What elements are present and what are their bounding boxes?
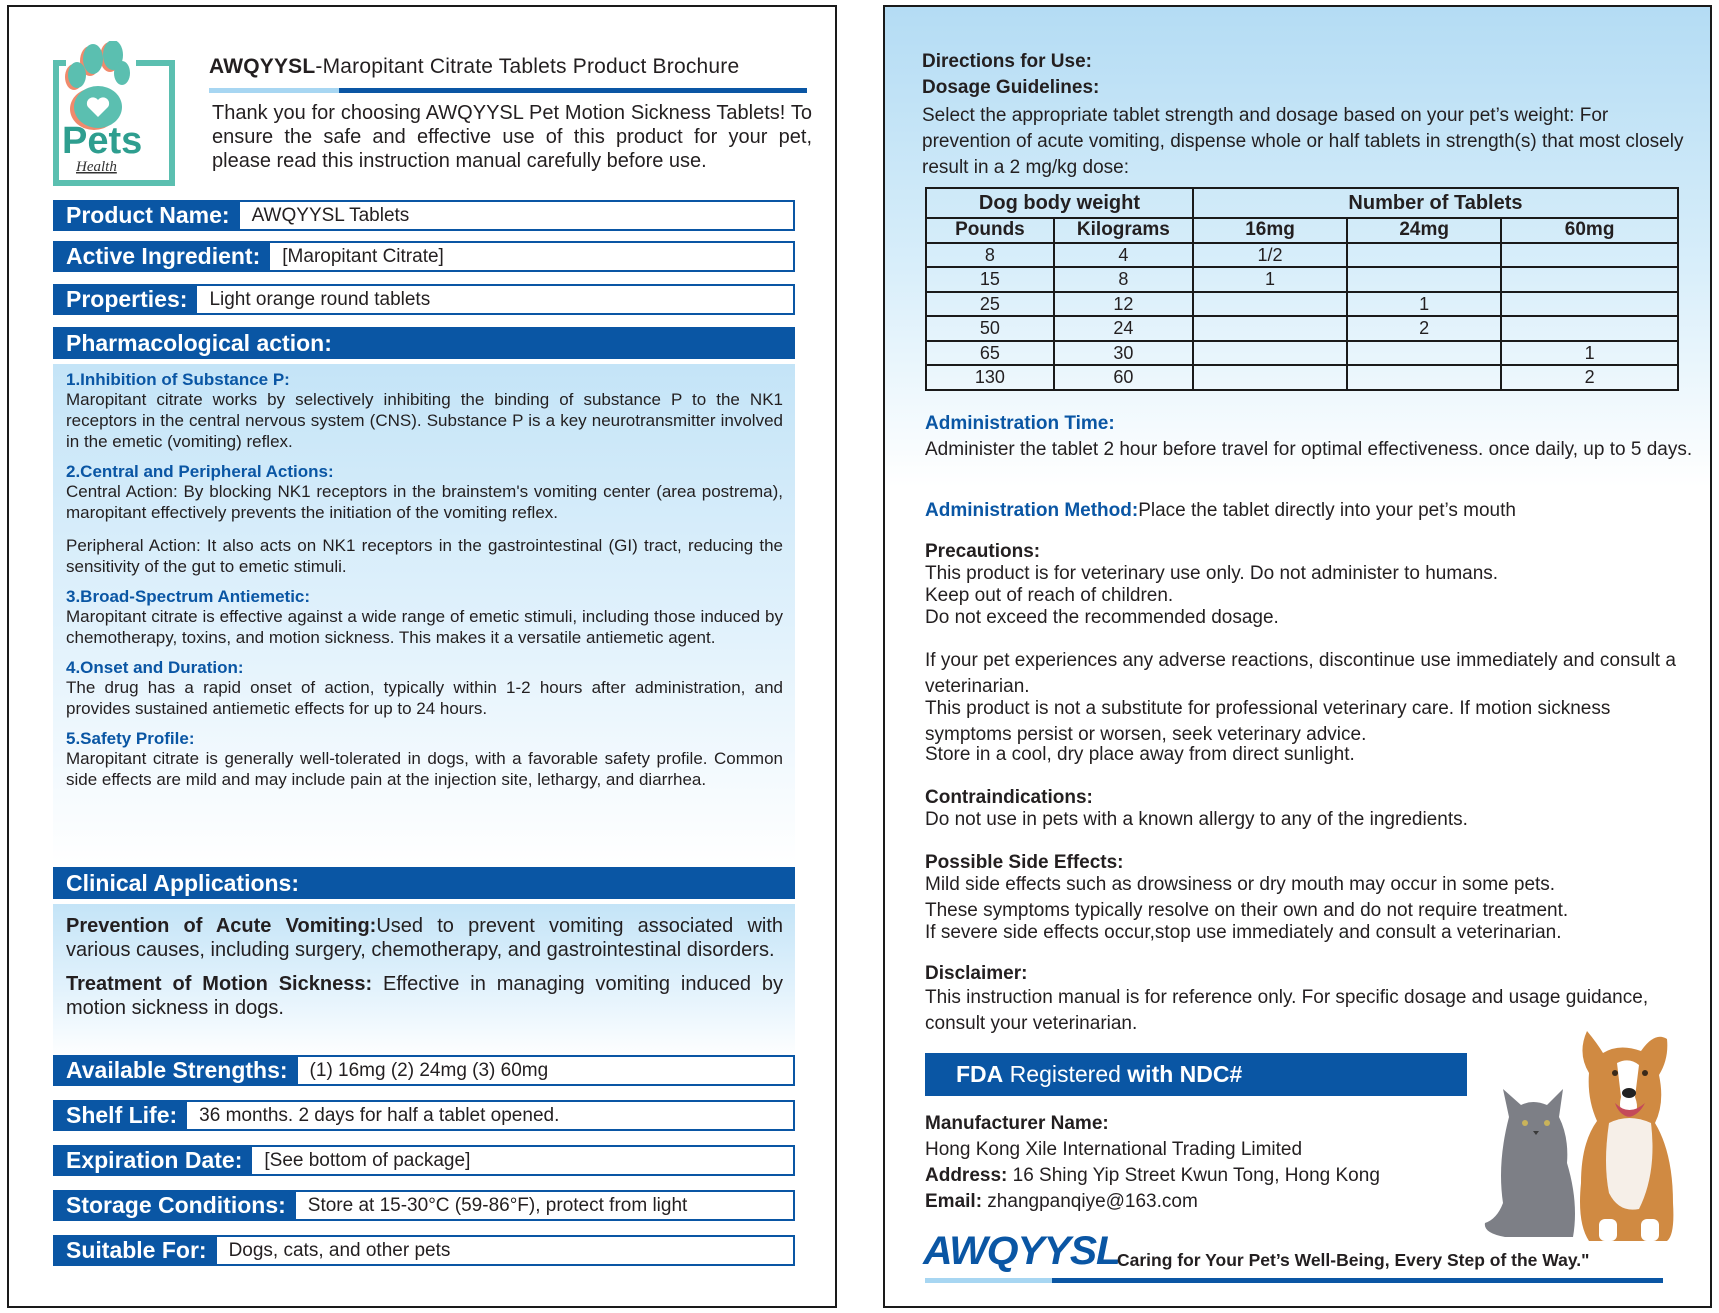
email-label: Email:: [925, 1191, 983, 1212]
pharm-item-text: The drug has a rapid onset of action, typically within 1-2 hours after administration, and provides sustained antiemetic effects for up to 24 hours.: [66, 678, 783, 718]
awqyysl-brand-logo: AWQYYSL: [923, 1229, 1120, 1273]
group-header-body-weight: Dog body weight: [926, 188, 1193, 218]
directions-headings: [922, 49, 1099, 101]
manufacturer-info: [925, 1111, 1380, 1215]
administration-time-text: Administer the tablet 2 hour before travel for optimal effectiveness. once daily, up to 5 days.: [925, 439, 1693, 460]
table-row: 8 4 1/2: [926, 243, 1678, 268]
field-properties: Properties: Light orange round tablets: [53, 284, 795, 315]
brand-slogan: Caring for Your Pet’s Well-Being, Every Step of the Way.": [1117, 1250, 1590, 1270]
footer-divider: [925, 1278, 1663, 1283]
possible-side-effects: Possible Side Effects: Mild side effects such as drowsiness or dry mouth may occur in some pets. These symptoms typically resolve on their own and do not require treatment. If severe side effects occur,stop use immediately and consult a veterinarian.: [925, 852, 1695, 944]
clinical-applications-heading: Clinical Applications:: [53, 867, 795, 899]
column-header: 60mg: [1501, 218, 1678, 243]
svg-text:Pets: Pets: [62, 120, 143, 162]
table-row: 50 24 2: [926, 316, 1678, 341]
field-product-name: Product Name: AWQYYSL Tablets: [53, 200, 795, 231]
fda-registered-banner: FDA Registered with NDC#: [925, 1053, 1467, 1096]
group-header-number-of-tablets: Number of Tablets: [1193, 188, 1678, 218]
manufacturer-name-label: Manufacturer Name:: [925, 1113, 1109, 1134]
brochure-left-page: [7, 5, 837, 1308]
pharm-item-text: Maropitant citrate is effective against a wide range of emetic stimuli, including those induced by chemotherapy, toxins, and motion sickness. This makes it a versatile antiemetic agent.: [66, 607, 783, 647]
pharm-item-text: Maropitant citrate works by selectively inhibiting the binding of substance P to the NK1 receptors in the central nervous system (CNS). Substance P is a key neurotransmitter involved in the emetic (vomiting) reflex.: [66, 390, 783, 451]
disclaimer: Disclaimer: This instruction manual is for reference only. For specific dosage and usage guidance, consult your veterinarian.: [925, 963, 1649, 1034]
table-row: 130 60 2: [926, 365, 1678, 390]
address-label: Address:: [925, 1165, 1008, 1186]
contraindications: Contraindications: Do not use in pets with a known allergy to any of the ingredients.: [925, 787, 1695, 831]
pharm-item-title: 1.Inhibition of Substance P:: [66, 370, 290, 389]
title-divider: [209, 88, 807, 93]
disclaimer-heading: Disclaimer:: [925, 963, 1028, 984]
brochure-title: AWQYYSL-Maropitant Citrate Tablets Product Brochure: [209, 55, 740, 78]
brochure-right-page: [883, 5, 1712, 1308]
pharm-item-text: Central Action: By blocking NK1 receptors in the brainstem's vomiting center (area postrema), maropitant effectively prevents the initiation of the vomiting reflex.: [66, 482, 783, 522]
intro-text: Thank you for choosing AWQYYSL Pet Motion Sickness Tablets! To ensure the safe and effective use of this product for your pet, please read this instruction manual carefully before use.: [212, 102, 812, 172]
field-expiration-date: Expiration Date: [See bottom of package]: [53, 1145, 795, 1176]
dosage-table: [925, 187, 1679, 391]
table-row: 65 30 1: [926, 341, 1678, 366]
pharm-item-title: 4.Onset and Duration:: [66, 658, 244, 677]
field-active-ingredient: Active Ingredient: [Maropitant Citrate]: [53, 241, 795, 272]
clinical-applications-body: [53, 904, 795, 1059]
field-shelf-life: Shelf Life: 36 months. 2 days for half a tablet opened.: [53, 1100, 795, 1131]
address-value: 16 Shing Yip Street Kwun Tong, Hong Kong: [1007, 1165, 1380, 1186]
contraindications-heading: Contraindications:: [925, 787, 1093, 808]
pharm-item-text: Maropitant citrate is generally well-tolerated in dogs, with a favorable safety profile. Common side effects are mild and may include pain at the injection site, lethargy, and diarrhea.: [66, 749, 783, 789]
manufacturer-name: Hong Kong Xile International Trading Limited: [925, 1139, 1303, 1160]
pharm-item-title: 2.Central and Peripheral Actions:: [66, 462, 334, 481]
field-storage-conditions: Storage Conditions: Store at 15-30°C (59-86°F), protect from light: [53, 1190, 795, 1221]
column-header: 16mg: [1193, 218, 1347, 243]
pharmacological-action-heading: Pharmacological action:: [53, 327, 795, 359]
table-row: 15 8 1: [926, 267, 1678, 292]
table-column-header-row: [926, 218, 1678, 243]
administration-time-heading: Administration Time:: [925, 413, 1115, 434]
precautions-heading: Precautions:: [925, 541, 1041, 562]
pharm-item-title: 5.Safety Profile:: [66, 729, 195, 748]
column-header: 24mg: [1347, 218, 1501, 243]
administration-time: [925, 411, 1695, 463]
pharm-item-title: 3.Broad-Spectrum Antiemetic:: [66, 587, 311, 606]
clinical-item: Treatment of Motion Sickness: Effective in managing vomiting induced by motion sickness in dogs.: [66, 973, 783, 1019]
svg-text:Health: Health: [76, 159, 117, 175]
field-suitable-for: Suitable For: Dogs, cats, and other pets: [53, 1235, 795, 1266]
field-available-strengths: Available Strengths: (1) 16mg (2) 24mg (3) 60mg: [53, 1055, 795, 1086]
email-value: zhangpanqiye@163.com: [982, 1191, 1198, 1212]
precautions: Precautions: This product is for veterinary use only. Do not administer to humans. Keep out of reach of children. Do not exceed the recommended dosage. If your pet experiences any adverse reactions, discontinue use immediately and consult a veterinarian. This product is not a substitute for professional veterinary care. If motion sickness symptoms persist or worsen, seek veterinary advice. Store in a cool, dry place away from direct sunlight.: [925, 541, 1695, 766]
administration-method: Administration Method:Place the tablet directly into your pet’s mouth: [925, 500, 1516, 521]
dosage-intro-text: Select the appropriate tablet strength and dosage based on your pet’s weight: For prevention of acute vomiting, dispense whole or half tablets in strength(s) that most closely result in a 2 mg/kg dose:: [922, 105, 1684, 178]
column-header: Kilograms: [1054, 218, 1193, 243]
directions-heading: Directions for Use:: [922, 51, 1092, 72]
side-effects-heading: Possible Side Effects:: [925, 852, 1124, 873]
cat-and-dog-photo-icon: [1469, 1013, 1699, 1245]
pharm-item-text: Peripheral Action: It also acts on NK1 receptors in the gastrointestinal (GI) tract, reducing the sensitivity of the gut to emetic stimuli.: [66, 536, 783, 576]
pets-health-logo-icon: [52, 41, 176, 187]
clinical-item: Prevention of Acute Vomiting:Used to prevent vomiting associated with various causes, including surgery, chemotherapy, and gastrointestinal disorders.: [66, 915, 784, 961]
column-header: Pounds: [926, 218, 1054, 243]
table-row: 25 12 1: [926, 292, 1678, 317]
dosage-heading: Dosage Guidelines:: [922, 77, 1100, 98]
pharmacological-action-body: [53, 364, 795, 864]
table-group-header-row: [926, 188, 1678, 218]
